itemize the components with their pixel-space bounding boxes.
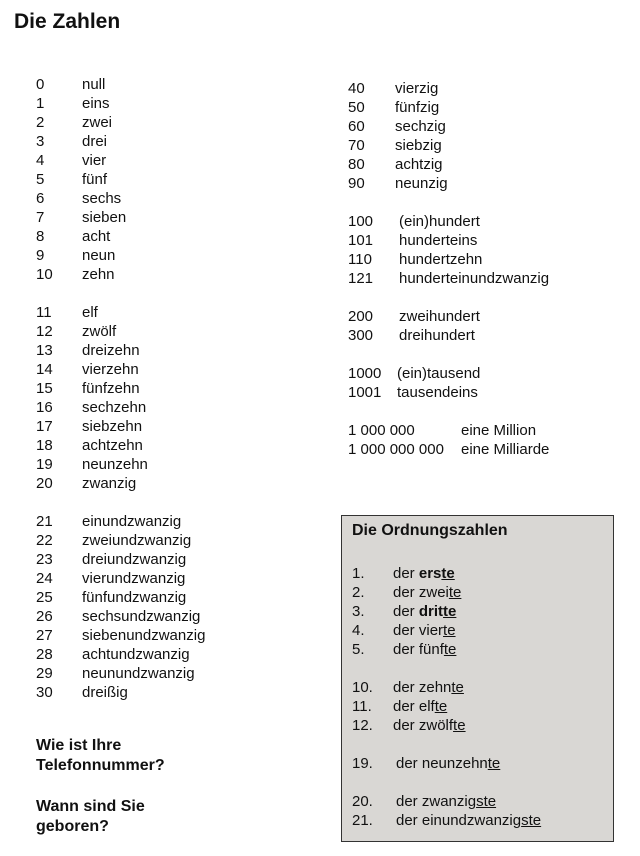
number-digit: 9 [36, 247, 45, 264]
number-digit: 23 [36, 551, 53, 568]
ordinal-article: der [393, 641, 419, 658]
number-word: achtundzwanzig [82, 646, 190, 663]
ordinal-stem: einundzwanzig [421, 812, 522, 829]
ordinal-word [393, 564, 455, 583]
number-digit: 22 [36, 532, 53, 549]
ordinal-article: der [393, 565, 419, 582]
number-digit: 8 [36, 228, 45, 245]
number-digit: 29 [36, 665, 53, 682]
number-word: eine Million [461, 422, 537, 439]
ordinal-number: 5. [352, 641, 365, 658]
number-word: achtzig [395, 156, 443, 173]
number-digit: 1 000 000 [348, 422, 415, 439]
number-digit: 6 [36, 190, 45, 207]
number-word: sieben [82, 209, 127, 226]
question-phone-line-2: Telefonnummer? [36, 757, 165, 774]
ordinal-number: 4. [352, 622, 365, 639]
ordinal-suffix: te [487, 755, 501, 772]
number-word: vier [82, 152, 107, 169]
number-word: neun [82, 247, 116, 264]
ordinal-number: 10. [352, 679, 373, 696]
number-word: zwölf [82, 323, 117, 340]
number-word: sechsundzwanzig [82, 608, 201, 625]
question-birthday-line-1: Wann sind Sie [36, 798, 145, 815]
number-word: siebzehn [82, 418, 143, 435]
number-digit: 121 [348, 270, 374, 287]
ordinal-suffix: te [443, 603, 457, 620]
number-digit: 101 [348, 232, 374, 249]
number-digit: 21 [36, 513, 53, 530]
number-digit: 18 [36, 437, 53, 454]
ordinal-suffix: te [441, 565, 455, 582]
number-digit: 50 [348, 99, 365, 116]
number-word: sechs [82, 190, 122, 207]
number-word: fünfzehn [82, 380, 140, 397]
number-digit: 13 [36, 342, 53, 359]
number-word: tausendeins [397, 384, 478, 401]
number-word: sechzig [395, 118, 446, 135]
number-word: hunderteinundzwanzig [399, 270, 550, 287]
question-phone-line-1: Wie ist Ihre [36, 737, 122, 754]
ordinal-article: der [396, 793, 422, 810]
ordinal-number: 19. [352, 755, 373, 772]
ordinal-word [396, 811, 541, 830]
ordinal-suffix: te [434, 698, 448, 715]
number-digit: 27 [36, 627, 53, 644]
ordinal-suffix: te [451, 679, 464, 696]
ordinal-suffix: ste [521, 812, 542, 829]
number-word: siebenundzwanzig [82, 627, 206, 644]
ordinal-number: 3. [352, 603, 365, 620]
ordinal-stem: zwanzig [421, 793, 477, 810]
ordinal-word [393, 716, 466, 735]
number-digit: 300 [348, 327, 374, 344]
ordinal-word [393, 621, 456, 640]
number-digit: 5 [36, 171, 45, 188]
number-word: dreiundzwanzig [82, 551, 187, 568]
number-word: acht [82, 228, 111, 245]
ordinal-suffix: te [453, 717, 466, 734]
number-word: hunderteins [399, 232, 478, 249]
ordinal-stem: drit [418, 603, 444, 620]
number-word: fünf [82, 171, 108, 188]
ordinal-word [393, 602, 456, 621]
ordinal-box-title: Die Ordnungszahlen [352, 522, 508, 539]
ordinal-stem: neunzehn [421, 755, 488, 772]
number-word: eine Milliarde [461, 441, 550, 458]
ordinal-numbers-box [341, 515, 614, 842]
number-word: eins [82, 95, 110, 112]
number-digit: 30 [36, 684, 53, 701]
number-digit: 24 [36, 570, 53, 587]
number-digit: 90 [348, 175, 365, 192]
number-digit: 1 000 000 000 [348, 441, 444, 458]
number-word: einundzwanzig [82, 513, 182, 530]
number-digit: 3 [36, 133, 45, 150]
number-digit: 11 [36, 304, 52, 321]
ordinal-word [393, 640, 456, 659]
ordinal-article: der [393, 584, 419, 601]
ordinal-stem: elf [418, 698, 435, 715]
ordinal-stem: zwei [418, 584, 449, 601]
number-word: fünfundzwanzig [82, 589, 187, 606]
ordinal-word [393, 583, 461, 602]
ordinal-article: der [396, 812, 422, 829]
number-word: null [82, 76, 106, 93]
number-word: neunzig [395, 175, 448, 192]
number-word: vierzehn [82, 361, 139, 378]
number-word: siebzig [395, 137, 442, 154]
ordinal-number: 12. [352, 717, 373, 734]
number-word: (ein)tausend [397, 365, 481, 382]
number-digit: 16 [36, 399, 53, 416]
number-digit: 17 [36, 418, 53, 435]
number-digit: 110 [348, 251, 372, 268]
number-digit: 80 [348, 156, 365, 173]
number-digit: 40 [348, 80, 365, 97]
ordinal-article: der [393, 679, 419, 696]
number-word: neunzehn [82, 456, 148, 473]
number-digit: 1001 [348, 384, 382, 401]
number-word: zehn [82, 266, 115, 283]
ordinal-word [393, 697, 447, 716]
ordinal-stem: zwölf [418, 717, 454, 734]
ordinal-suffix: te [448, 584, 462, 601]
number-word: dreizehn [82, 342, 140, 359]
number-digit: 2 [36, 114, 45, 131]
number-word: sechzehn [82, 399, 147, 416]
ordinal-stem: vier [418, 622, 444, 639]
ordinal-article: der [393, 717, 419, 734]
question-birthday-line-2: geboren? [36, 818, 109, 835]
number-digit: 19 [36, 456, 53, 473]
number-digit: 100 [348, 213, 374, 230]
page-title: Die Zahlen [14, 10, 121, 33]
ordinal-article: der [393, 698, 419, 715]
number-word: (ein)hundert [399, 213, 480, 230]
number-digit: 25 [36, 589, 53, 606]
ordinal-word [396, 754, 500, 773]
ordinal-number: 1. [352, 565, 365, 582]
ordinal-word [393, 678, 464, 697]
ordinal-suffix: te [443, 641, 457, 658]
question-phone-number [36, 736, 165, 776]
number-word: fünfzig [395, 99, 440, 116]
number-word: drei [82, 133, 108, 150]
ordinal-stem: zehn [418, 679, 452, 696]
number-word: elf [82, 304, 98, 321]
number-word: zwei [82, 114, 113, 131]
number-digit: 10 [36, 266, 53, 283]
number-word: dreißig [82, 684, 128, 701]
ordinal-number: 11. [352, 698, 372, 715]
number-digit: 20 [36, 475, 53, 492]
ordinal-word [396, 792, 496, 811]
ordinal-article: der [396, 755, 422, 772]
ordinal-number: 2. [352, 584, 365, 601]
number-digit: 26 [36, 608, 53, 625]
number-word: neunundzwanzig [82, 665, 195, 682]
ordinal-number: 21. [352, 812, 373, 829]
ordinal-stem: ers [418, 565, 442, 582]
number-digit: 1 [36, 95, 45, 112]
number-digit: 14 [36, 361, 53, 378]
ordinal-article: der [393, 603, 419, 620]
number-word: hundertzehn [399, 251, 483, 268]
number-digit: 70 [348, 137, 365, 154]
number-digit: 1000 [348, 365, 382, 382]
number-digit: 7 [36, 209, 45, 226]
ordinal-article: der [393, 622, 419, 639]
number-digit: 12 [36, 323, 53, 340]
question-birthday [36, 797, 145, 837]
number-digit: 0 [36, 76, 45, 93]
number-digit: 4 [36, 152, 45, 169]
number-digit: 60 [348, 118, 365, 135]
number-digit: 200 [348, 308, 374, 325]
ordinal-suffix: ste [476, 793, 497, 810]
number-digit: 28 [36, 646, 53, 663]
number-word: achtzehn [82, 437, 143, 454]
number-word: zweiundzwanzig [82, 532, 192, 549]
number-word: vierzig [395, 80, 439, 97]
ordinal-stem: fünf [418, 641, 444, 658]
number-word: zwanzig [82, 475, 137, 492]
number-digit: 15 [36, 380, 53, 397]
number-word: vierundzwanzig [82, 570, 186, 587]
ordinal-number: 20. [352, 793, 373, 810]
number-word: dreihundert [399, 327, 475, 344]
number-word: zweihundert [399, 308, 480, 325]
ordinal-suffix: te [443, 622, 456, 639]
